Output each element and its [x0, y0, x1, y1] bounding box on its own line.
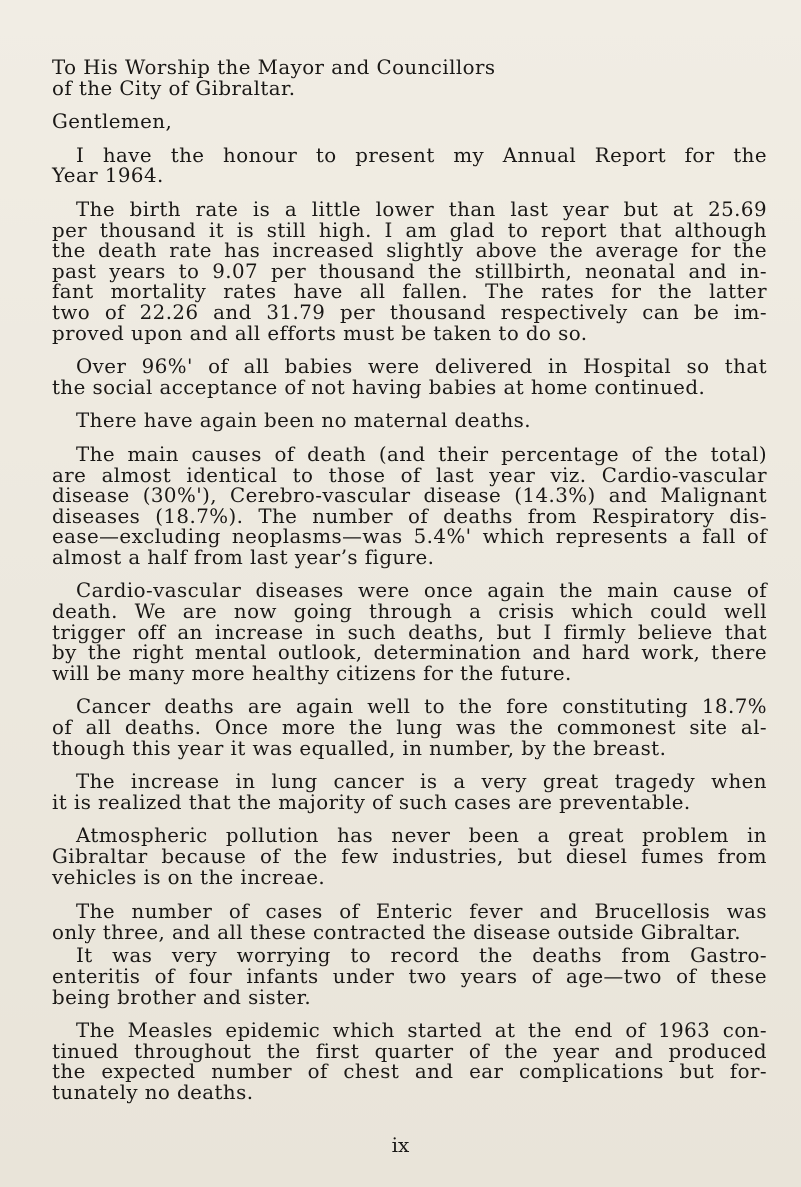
paragraph-line: per thousand it is still high. I am glad to report that although [52, 218, 767, 242]
salutation: Gentlemen, [52, 110, 173, 134]
paragraph-line: The Measles epidemic which started at the end of 1963 con- [76, 1019, 767, 1043]
paragraph-line: disease (30%'), Cerebro-vascular disease (14.3%) and Malignant [52, 484, 767, 508]
paragraph-line: Cardio-vascular diseases were once again the main cause of [76, 579, 767, 603]
paragraph-line: enteritis of four infants under two years of age—two of these [52, 964, 767, 988]
paragraph-line: Cancer deaths are again well to the fore constituting 18.7% [76, 695, 767, 719]
paragraph [52, 902, 767, 943]
paragraph-line: will be many more healthy citizens for the future. [52, 661, 572, 685]
paragraph-line: I have the honour to present my Annual Report for the [76, 143, 767, 167]
paragraph-line: proved upon and all efforts must be taken to do so. [52, 321, 588, 345]
paragraph-line: past years to 9.07 per thousand the stillbirth, neonatal and in- [52, 259, 767, 283]
paragraph-line: The number of cases of Enteric fever and Brucellosis was [76, 900, 767, 924]
paragraph-line: Gibraltar because of the few industries, but diesel fumes from [52, 845, 767, 868]
paragraph-line: the death rate has increased slightly above the average for the [52, 239, 767, 263]
report-letter [52, 58, 767, 1104]
addressee-line-1: To His Worship the Mayor and Councillors [52, 56, 496, 79]
paragraph-line: only three, and all these contracted the disease outside Gibraltar. [52, 920, 741, 944]
paragraph-line: trigger off an increase in such deaths, but I firmly believe that [52, 620, 767, 644]
paragraph-line: vehicles is on the increae. [52, 865, 326, 889]
paragraph-line: ease—excluding neoplasms—was 5.4%' which represents a fall of [52, 525, 767, 549]
paragraph-line: two of 22.26 and 31.79 per thousand respectively can be im- [52, 300, 767, 324]
paragraph-line: of all deaths. Once more the lung was the commonest site al- [52, 716, 767, 740]
paragraph-line: The main causes of death (and their percentage of the total) [76, 442, 767, 466]
paragraph [52, 197, 767, 345]
paragraph [52, 772, 767, 813]
paragraph-line: are almost identical to those of last year viz. Cardio-vascular [52, 463, 767, 487]
paragraph [52, 1021, 767, 1103]
paragraph-line: being brother and sister. [52, 985, 312, 1009]
paragraph [52, 946, 767, 1008]
paragraph [52, 411, 767, 432]
paragraph-line: It was very worrying to record the deaths from Gastro- [76, 944, 767, 968]
paragraph-line: Over 96%' of all babies were delivered in Hospital so that [76, 355, 767, 379]
paragraph-line: The birth rate is a little lower than last year but at 25.69 [76, 197, 767, 221]
addressee-line-2: of the City of Gibraltar. [52, 76, 296, 100]
paragraph-line: diseases (18.7%). The number of deaths from Respiratory dis- [52, 504, 767, 528]
paragraph-line: Atmospheric pollution has never been a great problem in [76, 824, 767, 848]
paragraph [52, 442, 767, 569]
paragraph-line: tinued throughout the first quarter of the year and produced [52, 1039, 767, 1063]
paragraph-line: fant mortality rates have all fallen. The rates for the latter [52, 280, 767, 304]
paragraph [52, 581, 767, 684]
paragraph-line: tunately no deaths. [52, 1080, 254, 1104]
paragraph-line: though this year it was equalled, in number, by the breast. [52, 736, 667, 760]
paragraph-line: the social acceptance of not having babies at home continued. [52, 375, 706, 399]
page-number: ix [391, 1133, 410, 1157]
paragraph [52, 826, 767, 888]
paragraph-line: almost a half from last year’s figure. [52, 545, 435, 569]
paragraph-line: death. We are now going through a crisis which could well [52, 600, 767, 624]
paragraph [52, 357, 767, 398]
paragraph [52, 143, 767, 188]
paragraph-line: by the right mental outlook, determination and hard work, there [52, 641, 767, 665]
paragraph-line: There have again been no maternal deaths. [76, 409, 531, 433]
paragraph-line: The increase in lung cancer is a very great tragedy when [76, 770, 767, 794]
paragraph-line: the expected number of chest and ear complications but for- [52, 1060, 767, 1084]
paragraph [52, 697, 767, 759]
paragraph-line: it is realized that the majority of such cases are preventable. [52, 790, 691, 814]
paragraph-line: Year 1964. [52, 164, 164, 188]
